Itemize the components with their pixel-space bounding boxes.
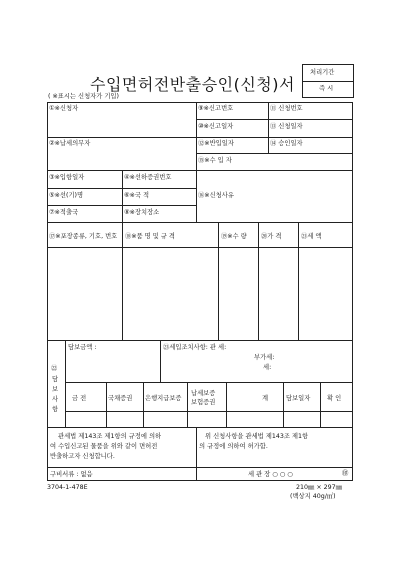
storage-place-label: ⑧※장치장소 xyxy=(124,209,160,216)
security-side-char3: 사 xyxy=(52,396,59,403)
goods-header-packaging: ⑰※포장종류, 기호, 번호 xyxy=(49,233,118,240)
security-col-tax-guarantee: 납세보증 xyxy=(191,390,216,397)
nationality-label: ⑥※국 적 xyxy=(124,192,150,199)
origin-port-label: ⑦※적출국 xyxy=(49,209,79,216)
security-col-total: 계 xyxy=(262,395,269,402)
applicant-statement-line3: 반출하고자 신청합니다. xyxy=(50,453,115,460)
vessel-name-label: ⑤※선(기)명 xyxy=(49,192,84,199)
security-side-num: ㉒ xyxy=(51,365,58,372)
entry-date-label: ③※입항일자 xyxy=(49,174,85,181)
security-col-bank-guarantee: 은행지급보증 xyxy=(145,395,182,402)
vat-label: 부가세: xyxy=(254,354,275,361)
security-col-insurance: 보험증권 xyxy=(191,399,216,406)
goods-header-quantity: ⑲※수 량 xyxy=(221,233,247,240)
application-date-label: ⑬ 신청일자 xyxy=(270,123,303,130)
processing-period-box xyxy=(302,64,354,98)
form-title: 수입면허전반출승인(신청)서 xyxy=(90,75,295,94)
security-col-cash: 금 전 xyxy=(72,395,87,402)
security-side-char2: 보 xyxy=(52,386,59,393)
import-date-label: ⑫※반입일자 xyxy=(198,140,234,147)
processing-period-label: 처리기간 xyxy=(310,69,335,76)
paper-type: (백상지 40g/㎡) xyxy=(290,493,336,500)
goods-header-name-spec: ⑱※품 명 및 규 격 xyxy=(125,233,175,240)
applicant-label: ①※신청자 xyxy=(49,105,79,112)
application-number-label: ⑪ 신청번호 xyxy=(270,105,303,112)
report-date-label: ⑩※신고일자 xyxy=(198,123,234,130)
goods-header-price: ⑳가 격 xyxy=(261,233,282,240)
applicant-statement-line1: 관세법 제143조 제1항의 규정에 의하 xyxy=(58,433,162,440)
report-number-label: ⑨※신고번호 xyxy=(198,105,234,112)
bl-number-label: ④※선하증권번호 xyxy=(124,174,172,181)
approval-statement-line1: 위 신청사항을 관세법 제143조 제1항 xyxy=(205,433,309,440)
required-documents: 구비서류 : 없음 xyxy=(50,471,93,478)
form-note: ( ※표시는 신청자가 기입) xyxy=(48,93,119,100)
reason-label: ⑯※신청사유 xyxy=(198,192,234,199)
applicant-statement-line2: 여 수입신고된 물품을 위와 같이 면허전 xyxy=(50,443,158,450)
paper-size: 210㎜ × 297㎜ xyxy=(296,484,342,491)
form-number: 3704-1-478E xyxy=(47,484,88,491)
approval-date-label: ⑭ 승인일자 xyxy=(270,140,303,147)
processing-period-value: 즉 시 xyxy=(319,85,334,92)
approval-statement-line2: 의 규정에 의하여 허가함. xyxy=(199,443,268,450)
other-tax-label: 세: xyxy=(263,364,272,371)
customs-chief: 세 관 장 ○ ○ ○ xyxy=(248,471,293,478)
importer-label: ⑮※수 입 자 xyxy=(198,157,232,164)
security-col-date: 담보일자 xyxy=(286,395,311,402)
tax-action-label: ㉓세입조치사항: 관 세: xyxy=(163,344,227,351)
seal-mark: ㊞ xyxy=(342,470,349,477)
security-side-char4: 항 xyxy=(52,406,59,413)
security-amount-label: 담보금액 : xyxy=(68,344,97,351)
taxpayer-label: ②※납세의무자 xyxy=(49,140,91,147)
security-side-char1: 담 xyxy=(52,376,59,383)
security-col-bonds: 국채증권 xyxy=(108,395,133,402)
goods-header-tax: ㉑세 액 xyxy=(301,233,322,240)
security-col-confirm: 확 인 xyxy=(327,395,342,402)
